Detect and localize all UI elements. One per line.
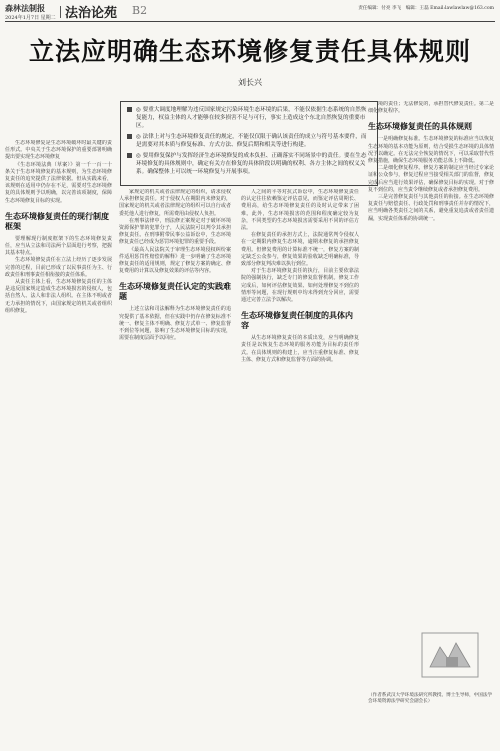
paragraph: 人之间的平等对抗式诉讼中，生态环境修复责任的认定往往依赖鉴定评估意见，而鉴定评估周期长、费用高，给生态环境修复责任的及时认定带来了困难。此外，生态环境损害的范围和程度确定较为复杂，不同类型的生态环境损害需要采用不同的评估方法。 xyxy=(241,189,359,232)
abstract-item xyxy=(127,152,371,176)
paragraph: 《最高人民法院关于审理生态环境侵权纠纷案件适用惩罚性赔偿的解释》进一步明确了生态环境修复责任的适用规则，规定了修复方案的确定、修复费用的计算以及修复效果的评估等内容。 xyxy=(119,246,231,275)
seal-stamp-icon xyxy=(420,631,480,679)
abstract-text: ◎ 要用修复保护与发挥经济生态环境修复的成本负担、正确落实不同场景中的责任。要在生态环境修复的具体规则中，确定有关方在修复的具体阶段以明确的权利、各方主体之间的权义关系。确保整体上可以统一环境修复与开展事项。 xyxy=(136,153,367,175)
abstract-text: ◎ 要重大调度地理解为违反国家规定污染环境生态环境的后果，不能仅依据生态系统的自然恢复能力，权益主体的人才能够在较多损害不足与可行，事实上造成这个东北自然恢复的重要市区。 xyxy=(136,107,367,129)
section-heading: 生态环境修复责任认定的实践难题 xyxy=(119,281,231,302)
section-heading: 生态环境修复责任的现行制度框架 xyxy=(5,210,109,231)
article-column-3 xyxy=(241,189,359,703)
logo-text: 森林法制报 xyxy=(5,3,45,13)
article-column-2 xyxy=(119,189,231,689)
article-column-1 xyxy=(5,140,112,690)
article-column-4 xyxy=(368,101,494,689)
paragraph: 三是完善修复责任与其他责任的衔接。在生态环境修复责任与赔偿责任、行政处罚和刑事责任并存的情况下，应当明确各类责任之间的关系，避免重复追责或者责任遗漏，实现责任体系的协调统一。 xyxy=(368,194,494,222)
page-header xyxy=(0,0,500,22)
paragraph: 生态环境修复责任在立法上经历了逐步发展完善的过程，目前已形成了以民事责任为主、行政责任和刑事责任相衔接的责任体系。 xyxy=(5,257,112,278)
section-heading: 生态环境修复责任的具体规则 xyxy=(368,121,472,132)
paragraph: 生态环境修复是生态环境破坏时最关键的责任形式。中央关于生态环境保护的重要部署明确提出要实现生态环境修复 xyxy=(5,140,112,161)
paragraph: 在刑事法律中，刑法修正案规定对于破坏环境资源保护罪的犯罪分子，人民法院可以判令其承担修复责任。在刑事附带民事公益诉讼中，生态环境修复责任已经成为惩罚环境犯罪的重要手段。 xyxy=(119,217,231,246)
paragraph: 《生态环境法典（草案）》第一千一百一十条关于生态环境修复的基本规则，为生态环境修复责任的追究提供了法律依据。但从实践来看，该规则在适用中仍存在不足，需要对生态环境修复的具体规则予以明确，以完善该项制度，保障生态环境修复目标的实现。 xyxy=(5,161,112,204)
square-bullet-icon xyxy=(127,153,132,158)
author-note: （作者系武汉大学环境法研究所教授、博士生导师，中国法学会环境资源法学研究会副会长） xyxy=(368,693,493,705)
paragraph: 一是明确修复标准。生态环境修复的标准应当以恢复生态环境的基本功能为原则，结合受损生态环境的具体情况予以确定。在无法完全恢复的情况下，可以采取替代性修复措施，确保生态环境服务功能总体上不降低。 xyxy=(368,136,494,165)
paragraph: 要理解现行制度框架下的生态环境修复责任，应当从立法和司法两个层面进行考察，把握其基本特点。 xyxy=(5,235,112,257)
section-divider xyxy=(60,6,61,18)
paragraph: 从责任主体上看，生态环境修复责任的主体是违反国家规定造成生态环境损害的侵权人，包括自然人、法人和非法人组织。在主体不明或者无力承担的情况下，由国家规定的机关或者组织组织修复。 xyxy=(5,279,112,314)
square-bullet-icon xyxy=(127,134,132,139)
abstract-list xyxy=(127,106,371,176)
paragraph: 二是细化修复程序。修复方案的制定应当经过专家论证和公众参与，修复过程应当接受相关部门的监督，修复完成后应当进行效果评估，确保修复目标的实现。对于修复不到位的，应当责令继续修复或者承担修复费用。 xyxy=(368,165,494,193)
section-heading: 生态环境修复责任制度的具体内容 xyxy=(241,310,353,331)
paragraph: 在修复责任的承担方式上，法院通常判令侵权人在一定期限内修复生态环境，逾期未修复的承担修复费用。但修复费用的计算标准不统一，修复方案的制定缺乏公众参与，修复效果的验收缺乏明确标准，导致部分修复判决难以执行到位。 xyxy=(241,232,359,268)
abstract-text: ◎ 法律上对与生态环境修复责任的规定，不能仅仅限于确认该责任的成立与符号基本要件，而是需要对其本质与修复标准、方式方法、修复后期和相关等进行构建。 xyxy=(136,134,367,148)
abstract-box xyxy=(120,101,378,186)
paragraph: 对于生态环境修复责任的执行，目前主要依靠法院的强制执行，缺乏专门的修复监督机制。修复工作完成后，如何评估修复效果、如何处理修复不到位的情形等问题，在现行规则中均未得到充分回应，需要通过完善立法予以解决。 xyxy=(241,268,359,304)
article-headline: 立法应明确生态环境修复责任具体规则 xyxy=(28,37,471,66)
paragraph: 上述立法和司法解释为生态环境修复责任的追究提供了基本依据，但在实践中仍存在修复标准不统一、修复主体不明确、修复方式单一、修复监督不到位等问题，影响了生态环境修复目标的实现，需要在制度层面予以回应。 xyxy=(119,306,231,342)
paragraph: 家规定的机关或者法律规定的组织，请求侵权人承担修复责任。对于侵权人在期限内未修复的，国家规定的机关或者法律规定的组织可以自行或者委托他人进行修复，所需费用由侵权人负担。 xyxy=(119,189,231,217)
abstract-item xyxy=(127,106,371,130)
author-byline: 刘长兴 xyxy=(238,78,262,87)
page-code: B2 xyxy=(132,4,148,17)
paragraph: 从生态环境修复责任的本质出发，应当明确修复责任是以恢复生态环境的服务功能为目标的责任形式。在具体规则的构建上，应当注重修复标准、修复主体、修复方式和修复监督等方面的协调。 xyxy=(241,335,359,363)
issue-date: 2024年1月7日 星期二 xyxy=(5,15,56,21)
newspaper-logo xyxy=(5,3,56,21)
abstract-item xyxy=(127,133,371,149)
paragraph: 境的责任；无法修复的，承担替代修复责任。第二是细化修复程序。 xyxy=(368,101,494,115)
editor-credits: 责任编辑：付亮 李飞 编辑：王磊 Email:lawlawlaw@163.com xyxy=(358,6,494,11)
square-bullet-icon xyxy=(127,107,132,112)
section-title-text: 法治论苑 xyxy=(65,6,118,21)
header-rule xyxy=(5,21,495,22)
section-title xyxy=(60,2,117,21)
